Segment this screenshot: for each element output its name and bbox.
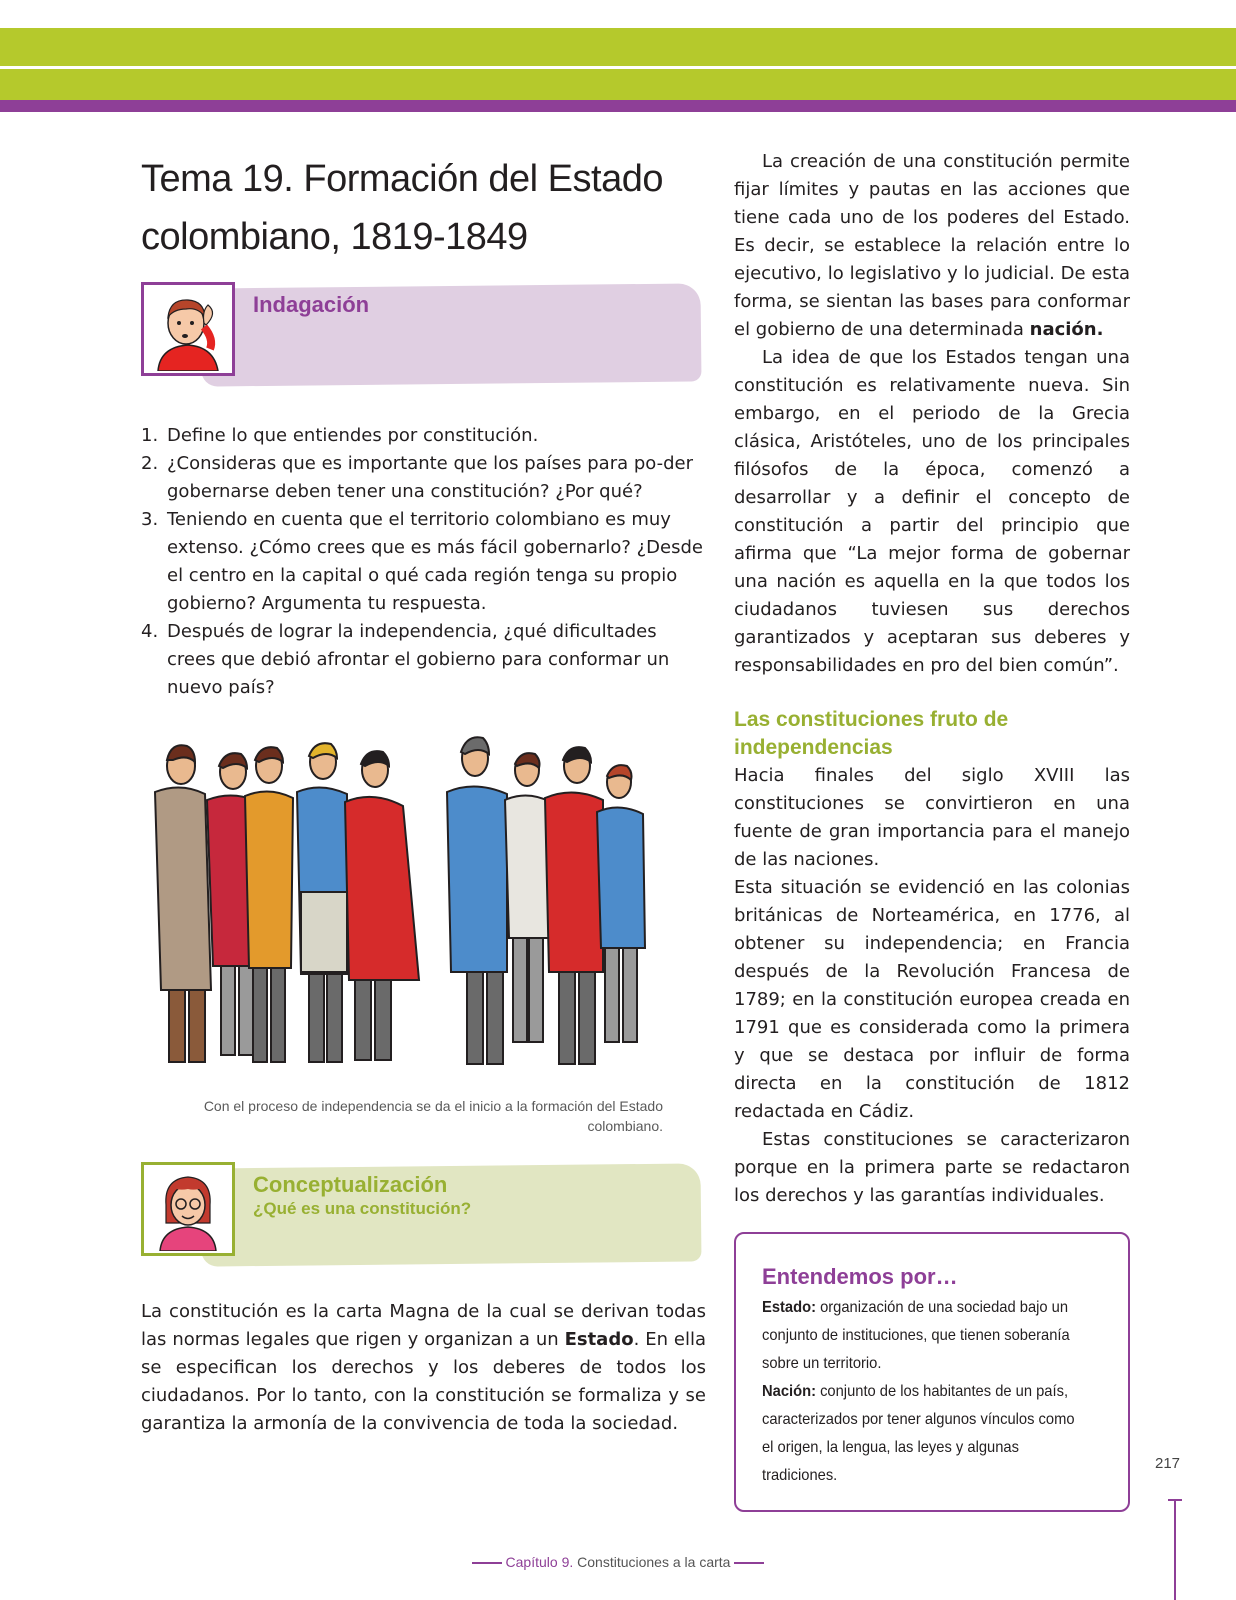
paragraph-caracterizaron: Estas constituciones se caracterizaron porque en la primera parte se redactaron los derechos y las garantías individuales. [734, 1129, 1130, 1206]
footer-chapter-title: Constituciones a la carta [573, 1554, 731, 1570]
indagacion-title: Indagación [253, 292, 370, 317]
indagacion-character-frame [141, 282, 235, 376]
paragraph-colonias: Esta situación se evidenció en las colonias británicas de Norteamérica, en 1776, al obtener su independencia; en Francia después de la Revolución Francesa de 1789; en la constitución europea creada en 1791 que es considerada como la primera y que se destaca por influir de forma directa en la constitución de 1812 redactada en Cádiz. [734, 877, 1130, 1122]
conceptualizacion-banner [141, 1162, 706, 1270]
question-item: 3. Teniendo en cuenta que el territorio colombiano es muy extenso. ¿Cómo crees que es más fácil gobernarlo? ¿Desde el centro en la capital o qué cada región tenga su propio gobierno? Argumenta tu respuesta. [141, 509, 703, 614]
indagacion-questions [141, 422, 706, 702]
question-item: 2. ¿Consideras que es importante que los países para po-der gobernarse deben tener una constitución? ¿Por qué? [141, 453, 694, 502]
definitions-box [734, 1232, 1130, 1512]
indagacion-banner [141, 282, 706, 390]
footer-line-right [734, 1562, 764, 1564]
thinking-boy-icon [148, 289, 228, 371]
footer-chapter-number: Capítulo 9. [505, 1554, 574, 1570]
right-column [734, 148, 1130, 1512]
definition-nacion: Nación: conjunto de los habitantes de un país, caracterizados por tener algunos vínculos como el origen, la lengua, las leyes y algunas tradiciones. [762, 1383, 1075, 1484]
title-line-1: Tema 19. Formación del Estado [141, 158, 663, 200]
page-edge-cap [1168, 1499, 1182, 1501]
page-title [141, 150, 706, 266]
left-column [141, 150, 706, 1438]
bold-term-estado: Estado [564, 1329, 634, 1350]
definition-estado: Estado: organización de una sociedad bajo un conjunto de instituciones, que tienen soberanía sobre un territorio. [762, 1299, 1070, 1372]
girl-with-glasses-icon [148, 1169, 228, 1251]
page-footer [0, 1554, 1236, 1570]
header-band-divider [0, 66, 1236, 69]
header-band-green [0, 28, 1236, 100]
section-title-independencias: Las constituciones fruto de independencias [734, 708, 1009, 759]
paragraph-siglo-xviii: Hacia finales del siglo XVIII las constituciones se convirtieron en una fuente de gran importancia para el manejo de las naciones. [734, 765, 1130, 870]
question-item: 1. Define lo que entiendes por constitución. [141, 425, 539, 446]
leaders-group-image [141, 732, 661, 1088]
question-item: 4. Después de lograr la independencia, ¿qué dificultades crees que debió afrontar el gobierno para conformar un nuevo país? [141, 621, 670, 698]
conceptualizacion-title: Conceptualización [253, 1172, 448, 1197]
bold-term-nacion: nación. [1029, 319, 1104, 340]
conceptualizacion-subtitle: ¿Qué es una constitución? [253, 1199, 472, 1218]
conceptualizacion-character-frame [141, 1162, 235, 1256]
independence-leaders-illustration [141, 732, 706, 1088]
header-band-purple [0, 100, 1236, 112]
page-edge-line [1174, 1499, 1176, 1600]
paragraph-aristotle: La idea de que los Estados tengan una constitución es relativamente nueva. Sin embargo, en el periodo de la Grecia clásica, Aristóteles, uno de los principales filósofos de la época, comenzó a desarrollar y a definir el concepto de constitución a partir del principio que afirma que “La mejor forma de gobernar una nación es aquella en la que todos los ciudadanos tuviesen sus derechos garantizados y aceptaran sus deberes y responsabilidades en pro del bien común”. [734, 347, 1130, 676]
definitions-title: Entendemos por… [762, 1264, 958, 1289]
constitution-definition-paragraph: La constitución es la carta Magna de la cual se derivan todas las normas legales que rigen y organizan a un Estado. En ella se especifican los derechos y los deberes de todos los ciudadanos. Por lo tanto, con la constitución se formaliza y se garantiza la armonía de la convivencia de toda la sociedad. [141, 1301, 706, 1434]
title-line-2: colombiano, 1819-1849 [141, 216, 528, 258]
page-number: 217 [1155, 1455, 1181, 1472]
footer-line-left [472, 1562, 502, 1564]
illustration-caption: Con el proceso de independencia se da el inicio a la formación del Estado colombiano. [203, 1098, 663, 1134]
paragraph-constitution-limits: La creación de una constitución permite fijar límites y pautas en las acciones que tiene cada uno de los poderes del Estado. Es decir, se establece la relación entre lo ejecutivo, lo legislativo y lo judicial. De esta forma, se sientan las bases para conformar el gobierno de una determinada nación. [734, 151, 1130, 340]
